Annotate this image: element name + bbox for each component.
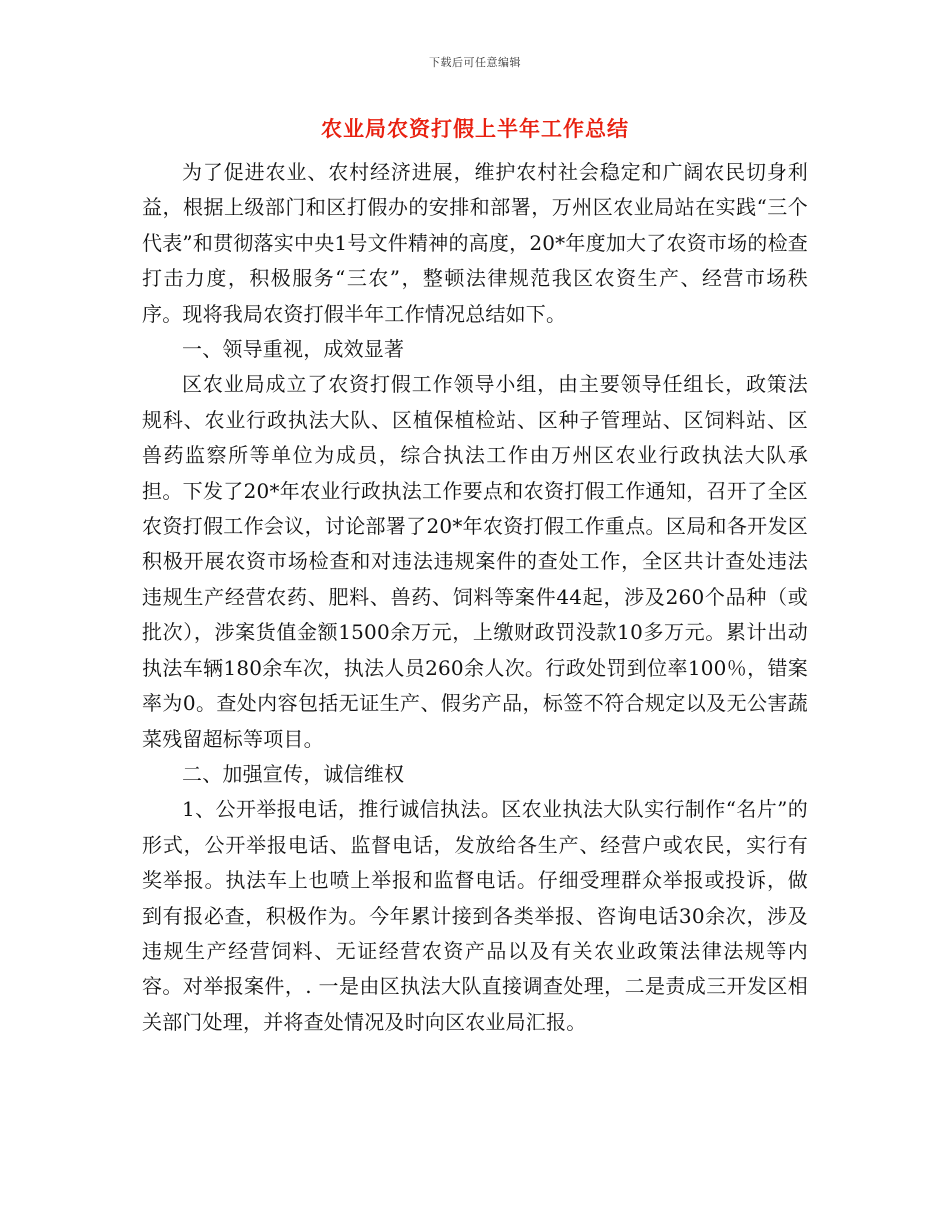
paragraph-section-2-item-1: 1、公开举报电话，推行诚信执法。区农业执法大队实行制作“名片”的形式，公开举报电话、监督电话，发放给各生产、经营户或农民，实行有奖举报。执法车上也喷上举报和监督电话。仔细受理群众举报或投诉，做到有报必查，积极作为。今年累计接到各类举报、咨询电话30余次，涉及违规生产经营饲料、无证经营农资产品以及有关农业政策法律法规等内容。对举报案件，. 一是由区执法大队直接调查处理，二是责成三开发区相关部门处理，并将查处情况及时向区农业局汇报。	[142, 797, 808, 1034]
section-heading-1: 一、领导重视，成效显著	[182, 337, 405, 362]
section-heading-2: 二、加强宣传，诚信维权	[182, 761, 405, 786]
paragraph-section-1: 区农业局成立了农资打假工作领导小组，由主要领导任组长，政策法规科、农业行政执法大队、区植保植检站、区种子管理站、区饲料站、区兽药监察所等单位为成员，综合执法工作由万州区农业行政执法大队承担。下发了20*年农业行政执法工作要点和农资打假工作通知，召开了全区农资打假工作会议，讨论部署了20*年农资打假工作重点。区局和各开发区积极开展农资市场检查和对违法违规案件的查处工作，全区共计查处违法违规生产经营农药、肥料、兽药、饲料等案件44起，涉及260个品种（或批次），涉案货值金额1500余万元，上缴财政罚没款10多万元。累计出动执法车辆180余车次，执法人员260余人次。行政处罚到位率100％，错案率为0。查处内容包括无证生产、假劣产品，标签不符合规定以及无公害蔬菜残留超标等项目。	[142, 372, 808, 751]
document-title: 农业局农资打假上半年工作总结	[321, 116, 629, 141]
header-note: 下载后可任意编辑	[429, 56, 521, 69]
document-body	[142, 155, 808, 1040]
paragraph-intro: 为了促进农业、农村经济进展，维护农村社会稳定和广阔农民切身利益，根据上级部门和区打假办的安排和部署，万州区农业局站在实践“三个代表”和贯彻落实中央1号文件精神的高度，20*年度加大了农资市场的检查打击力度，积极服务“三农”，整顿法律规范我区农资生产、经营市场秩序。现将我局农资打假半年工作情况总结如下。	[142, 160, 808, 326]
